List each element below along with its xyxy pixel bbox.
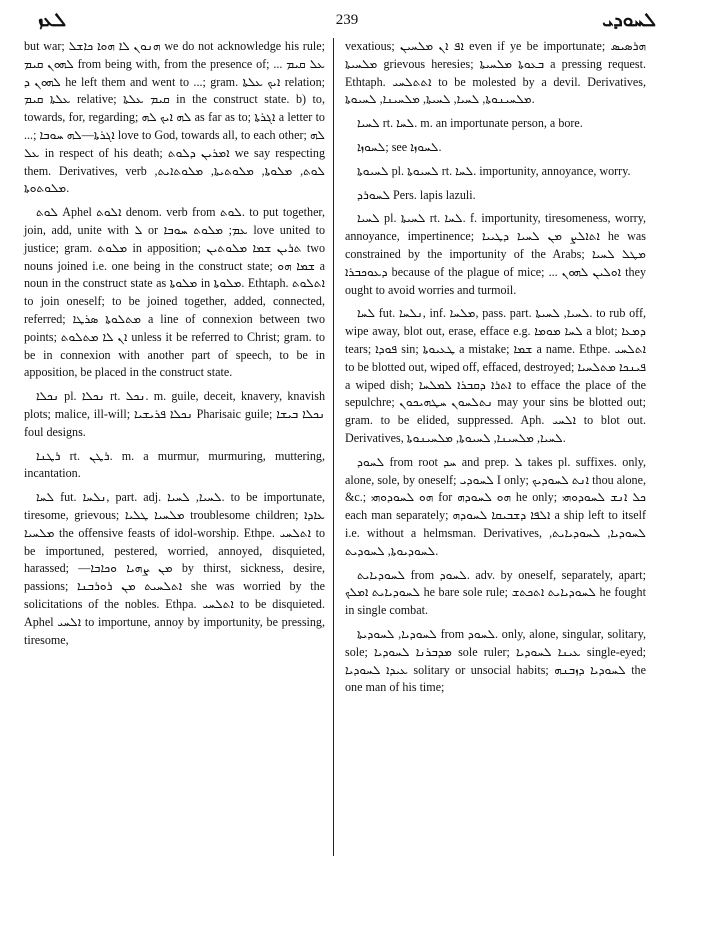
entry: ܠܚܝܐ pl. ܠܚܝܬܐ rt. ܠܚܐ. f. importunity, tiresomeness, worry, annoyance, impertinence; ܐܬܐܠܨ ܡܢ ܠܚܝܐ ܕܛܝܝܐ he was constrained by the importunity of the Arabs; ܡܛܠ ܠܚܝܐ ܕܥܘܟܒܪܐ because of the plague of mice; ... ܐܘܠܝܢ ܠܗܘܢ they ought to avoid worries and turmoil. <box>345 211 646 297</box>
header-left-word: ܠܥܙ <box>38 10 67 31</box>
entry: ܠܚܘܙܐ; see ܠܚܘܙܐ. <box>357 139 442 154</box>
right-column <box>345 38 646 703</box>
left-column <box>24 38 325 655</box>
entry: ܠܚܘܕܝܐ, ܠܚܘܕܝܬܐ from ܠܚܘܕ. only, alone, singular, solitary, sole; ܡܕܒܪܢܐ ܠܚܘܕܝܐ sole ruler; ܥܝܢܐ ܠܚܘܕܝܐ single-eyed; ܥܝܕܐ ܠܚܘܕܝܐ solitary or unsocial habits; ܠܚܘܕܝܐ ܕܙܒܢܗ the one man of his time; <box>345 626 647 695</box>
entry: ܠܘܬ Aphel ܐܠܘܬ denom. verb from ܠܘܬ. to put together, join, add, unite with ܠ or ܥܡ; ܡܠܘܬ ܚܘܒܐ love united to justice; gram. ܡܠܘܬ in apposition; ܬܪܝܢ ܫܡܐ ܡܠܘܬܝܢ two nouns joined i.e. one being in the construct state; ܫܡܐ ܗܘ a noun in the construct state as ܡܠܘܬܐ in ܡܠܘܬܐ. Ethtaph. ܐܬܠܘܬ to join oneself; to be joined together, added, connected, referred; ܡܬܠܘܬܐ ܣܪܛܐ a line of connexion between two points; ܐܢ ܠܐ ܡܬܠܘܬ unless it be referred to Christ; gram. to be in connexion with another part of speech, to be in apposition, be placed in the construct state. <box>24 205 326 380</box>
page-number: 239 <box>335 12 359 28</box>
entry: ܠܚܝܐ rt. ܠܚܐ. m. an importunate person, a bore. <box>357 116 583 131</box>
header-right-word: ܠܚܘܕܝ <box>602 10 656 31</box>
entry: ܠܚܐ fut. ܢܠܚܐ, part. adj. ܠܚܝܐ, ܠܚܝܐ. to be importunate, tiresome, grievous; ܡܠܚܝܐ ܛܠܝܐ troublesome children; ܥܐܕܐ ܡܠܚܝܐ the offensive feasts of idol-worship. Ethpe. ܐܬܠܚܝ to be importuned, pestered, worried, annoyed, disquieted, harassed; —ܡܢ ܨܗܝܐ ܘܟܐܒܐ by thirst, sickness, desire, passions; ܐܬܠܚܝܬ ܡܢ ܪܘܪܒܢܐ she was worried by the solicitations of the nobles. Ethpa. ܐܬܠܚܝ to be disquieted. Aphel ܐܠܚܝ to importune, annoy by importunity, be pressing, tiresome, <box>24 490 326 647</box>
entry: vexatious; ܐܦ ܐܢ ܡܠܚܝܢ even if ye be importunate; ܗܪܣܝܣ ܡܠܚܝܬܐ grievous heresies; ܒܥܘܬܐ ܡܠܚܝܬܐ a pressing request. Ethtaph. ܐܬܬܠܚܝ to be molested by a devil. Derivatives, ܡܠܚܝܢܘܬܐ, ܠܚܝܐ, ܠܚܝܬܐ, ܡܠܚܝܢܐ, ܠܚܝܘܬܐ. <box>345 39 647 107</box>
entry: ܠܚܐ fut. ܢܠܚܐ, inf. ܡܠܚܐ, pass. part. ܠܚܝܐ, ܠܚܝܬܐ. to rub off, wipe away, blot out, erase, efface e.g. ܠܚܐ ܡܘܡܐ a blot; ܕܡܥܐ tears; ܦܘܕܐ sin; ܛܥܝܘܬܐ a mistake; ܫܡܐ a name. Ethpe. ܐܬܠܚܝ to be blotted out, wiped off, effaced, destroyed; ܦܝܢܟܐ ܡܬܠܚܝܐ a wiped dish; ܐܬܪܐ ܕܩܒܪܐ ܠܡܠܚܐ to efface the place of the sepulchre; ܢܬܠܚܘܢ ܚܛܗܝܟܘܢ may your sins be blotted out; gram. to be elided, suppressed. Aph. ܐܠܚܝ to blot out. Derivatives, ܠܚܝܐ, ܡܠܚܝܢܐ, ܠܚܝܘܬܐ, ܡܠܚܝܢܘܬܐ. <box>345 306 646 445</box>
entry: ܠܚܘܕܝܐܝܬ from ܠܚܘܕ. adv. by oneself, separately, apart; ܠܚܘܕܝܐܝܬ ܐܡܠܟ he bare sole rule; ܠܚܘܕܝܐܝܬ ܐܬܟܬܫ he fought in single combat. <box>345 567 646 618</box>
entry: ܢܟܠܐ pl. ܢܟܠܐ rt. ܢܟܠ. m. guile, deceit, knavery, knavish plots; malice, ill-will; ܢܟܠܐ ܦܪܝܫܝܐ Pharisaic guile; ܢܟܠܐ ܒܝܫܐ foul designs. <box>24 389 325 439</box>
entry: ܪܛܢܐ rt. ܪܛܢ. m. a murmur, murmuring, muttering, incantation. <box>24 448 325 481</box>
column-divider <box>333 38 334 856</box>
entry: ܠܚܘܕ from root ܚܕ and prep. ܠ takes pl. suffixes. only, alone, sole, by oneself; ܠܚܘܕܝ I only; ܐܢܬ ܠܚܘܕܝܟ thou alone, &c.; ܗܘ ܠܚܘܕܘܗܝ for ܗܘ ܠܚܘܕܗ he only; ܟܠ ܐܢܫ ܠܚܘܕܘܗܝ each man separately; ܐܠܦܐ ܕܫܒܝܩܐ ܠܚܘܕܗ a ship left to itself i.e. without a helmsman. Derivatives, ܠܚܘܕܝܐ, ܠܚܘܕܝܐܝܬ, ܠܚܘܕܝܘܬܐ, ܠܚܘܕܝܬ. <box>345 454 647 558</box>
entry: ܠܚܘܪܕ Pers. lapis lazuli. <box>357 187 476 202</box>
running-header <box>24 10 670 32</box>
entry: ܠܚܝܘܬܐ pl. ܠܚܝܘܬܐ rt. ܠܚܐ. importunity, annoyance, worry. <box>357 163 631 178</box>
entry: but war; ܗܢܘܢ ܠܐ ܗܘܐ ܟܐܫܠ we do not acknowledge his rule; ܠܗܘܢ ܩܝܡ from being with, from the presence of; ... ܥܠ ܩܝܡ ܠܗܘܢ ܕ he left them and went to ...; gram. ܐܝܟ ܥܠܬܐ relation; ܥܠܬܐ ܩܝܡ relative; ܩܝܡ ܥܠܬܐ in the construct state. b) to, towards, for, regarding; ܠܗ ܐܝܟ ܠܗ as far as to; ܐܓܪܬܐ a letter to ...; ܐܓܪܬܐ—ܠܗ ܚܘܒܐ love to God, towards all, to each other; ܠܗ ܥܠ in respect of his death; ܐܡܪܝܢ ܕܠܘܬ we say respecting them. Derivatives, verb ܠܘܬ, ܡܠܘܬܐ, ܡܠܘܬܝܬܐ, ܡܠܘܬܐܝܬ, ܡܠܘܬܘܬܐ. <box>24 39 326 196</box>
